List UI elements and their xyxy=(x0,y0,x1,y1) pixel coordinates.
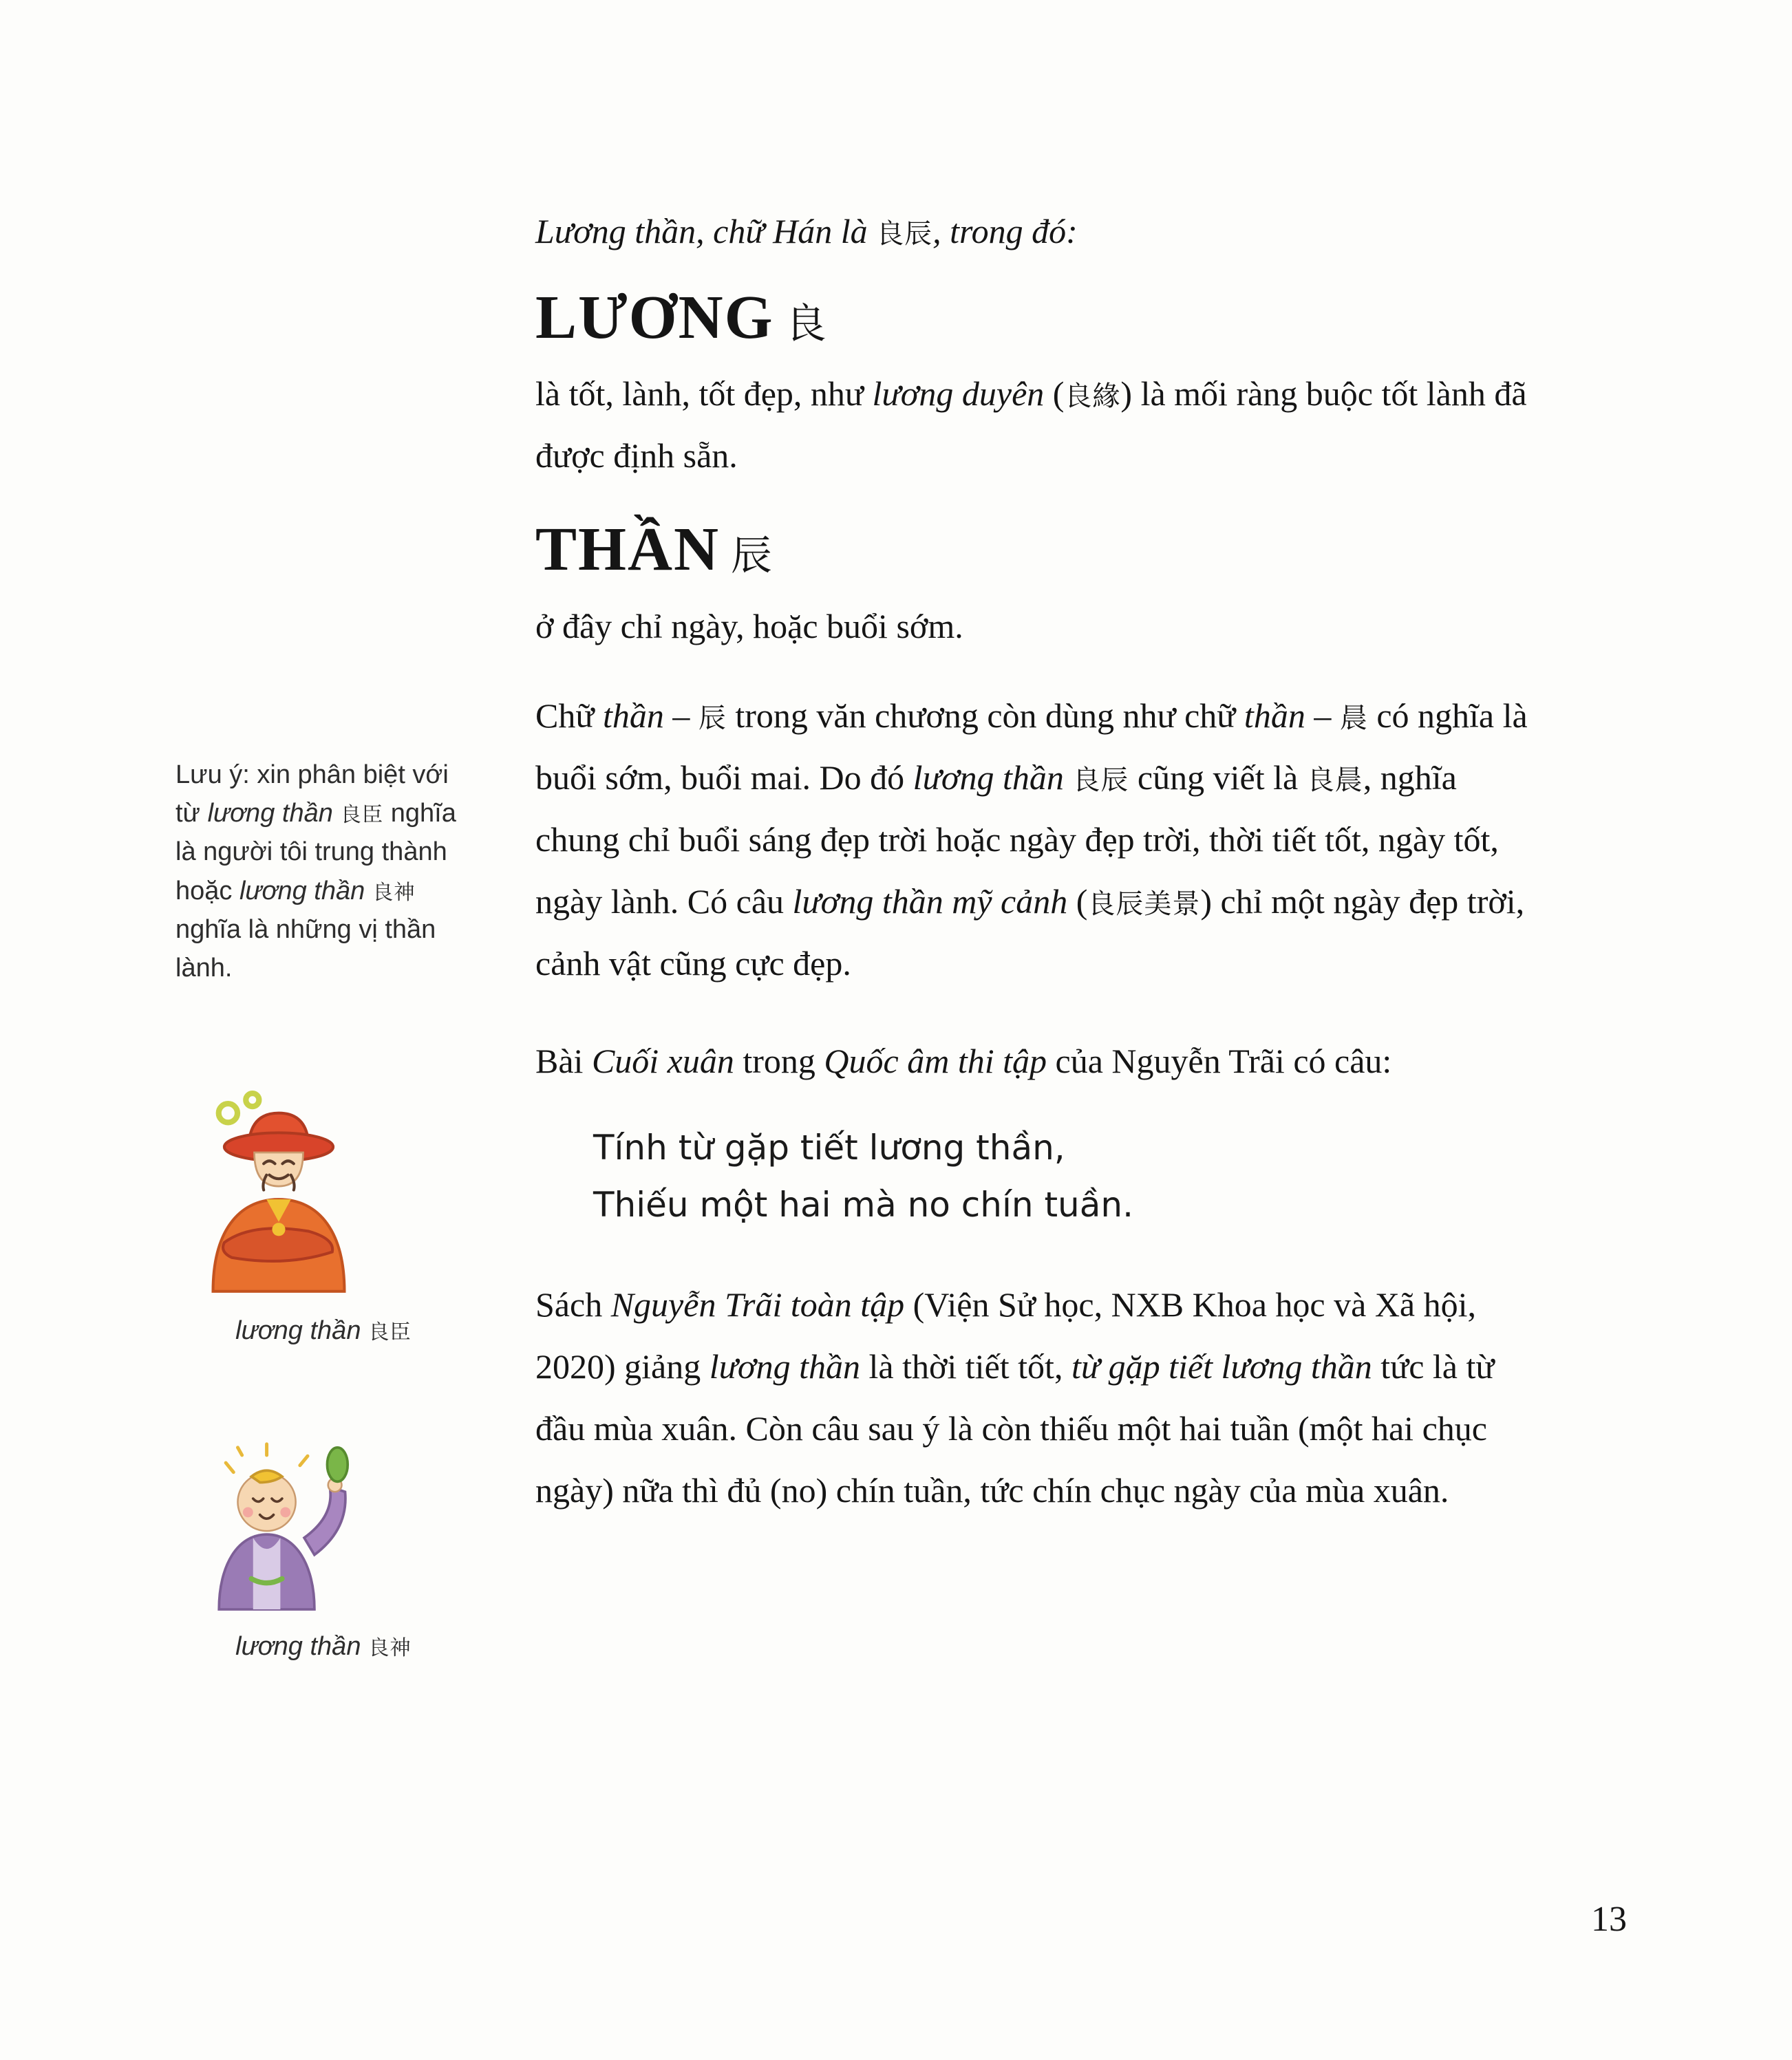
illustration-good-deity xyxy=(175,1434,471,1613)
poem-quote xyxy=(593,1119,1540,1234)
definition-luong: là tốt, lành, tốt đẹp, như lương duyên (良緣) là mối ràng buộc tốt lành đã được định sẵn. xyxy=(535,374,1527,475)
poem-line-2: Thiếu một hai mà no chín tuần. xyxy=(593,1184,1133,1225)
headword-than xyxy=(535,514,1540,586)
sidebar-note: Lưu ý: xin phân biệt với từ lương thần 良臣 nghĩa là người tôi trung thành hoặc lương thần 良神 nghĩa là những vị thần lành. xyxy=(175,760,456,983)
good-deity-drawing xyxy=(175,1434,368,1613)
sidebar xyxy=(175,755,471,1662)
illustration-loyal-official xyxy=(175,1091,471,1297)
paragraph-cuoi-xuan: Bài Cuối xuân trong Quốc âm thi tập của Nguyễn Trãi có câu: xyxy=(535,1041,1392,1080)
page-number: 13 xyxy=(1591,1900,1627,1939)
headword-luong-han: 良 xyxy=(785,299,826,348)
headword-than-latin: THẦN xyxy=(535,515,721,583)
main-text-column xyxy=(535,205,1540,1557)
paragraph-than-explanation: Chữ thần – 辰 trong văn chương còn dùng như chữ thần – 晨 có nghĩa là buổi sớm, buổi mai. Do đó lương thần 良辰 cũng viết là 良晨, nghĩa chung chỉ buổi sáng đẹp trời hoặc ngày đẹp trời, thời tiết tốt, ngày tốt, ngày lành. Có câu lương thần mỹ cảnh (良辰美景) chỉ một ngày đẹp trời, cảnh vật cũng cực đẹp. xyxy=(535,696,1528,983)
caption-good-deity: lương thần 良神 xyxy=(235,1632,412,1662)
caption-loyal-official: lương thần 良臣 xyxy=(235,1316,412,1346)
paragraph-nguyen-trai: Sách Nguyễn Trãi toàn tập (Viện Sử học, NXB Khoa học và Xã hội, 2020) giảng lương thần là thời tiết tốt, từ gặp tiết lương thần tức là từ đầu mùa xuân. Còn câu sau ý là còn thiếu một hai tuần (một hai chục ngày) nữa thì đủ (no) chín tuần, tức chín chục ngày của mùa xuân. xyxy=(535,1285,1495,1510)
headword-luong-latin: LƯƠNG xyxy=(535,283,774,352)
poem-line-1: Tính từ gặp tiết lương thần, xyxy=(593,1127,1065,1168)
loyal-official-drawing xyxy=(175,1091,382,1297)
headword-than-han: 辰 xyxy=(731,532,773,580)
definition-than: ở đây chỉ ngày, hoặc buổi sớm. xyxy=(535,606,963,645)
headword-luong xyxy=(535,282,1540,354)
intro-line: Lương thần, chữ Hán là 良辰, trong đó: xyxy=(535,212,1078,250)
